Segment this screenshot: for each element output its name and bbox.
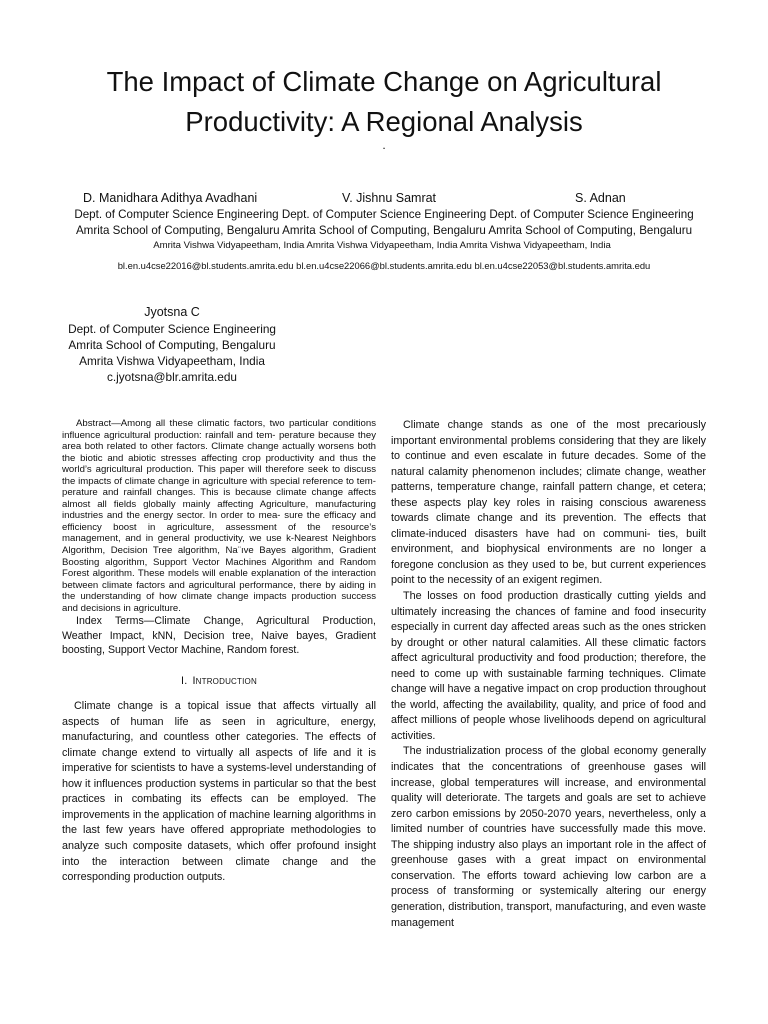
abstract: Abstract—Among all these climatic factors, two particular conditions influence agricultural production: rainfall and tem- perature because they area both related to other factors. Climate change actually worsens both the biotic and abiotic stresses affecting crop productivity and thus the world’s agricultural production. This paper will therefore seek to discuss the impacts of climate change in agriculture with special reference to tem- perature and rainfall changes. This is because climate change affects almost all fields globally mainly affecting Agriculture, manufacturing industries and the energy sector. In order to mea- sure the efficacy and efficiency boost in agriculture, assessment of the resource’s management, and in general productivity, we use k-Nearest Neighbors Algorithm, Decision Tree algorithm, Na¨ıve Bayes algorithm, Gradient Boosting algorithm, Support Vector Machines Algorithm and Random Forest algorithm. These models will enable explanation of the interaction between climate factors and agricultural performance, there by aiding in the understanding of how climate change impacts production success and decisions in agriculture. — [62, 418, 376, 614]
author4-school: Amrita School of Computing, Bengaluru — [68, 338, 276, 352]
left-column — [62, 418, 376, 886]
author-name-4: Jyotsna C — [144, 305, 200, 319]
author-emails-line: bl.en.u4cse22016@bl.students.amrita.edu bl.en.u4cse22066@bl.students.amrita.edu bl.en.u4cse22053@bl.students.amrita.edu — [117, 260, 651, 271]
author-name-1: D. Manidhara Adithya Avadhani — [83, 191, 258, 205]
author-names-row — [0, 191, 768, 209]
author-name-3: S. Adnan — [575, 191, 626, 205]
right-column — [391, 418, 706, 931]
right-paragraph-1: Climate change stands as one of the most precariously important environmental problems considering that they are likely to continue and even escalate in future decades. Some of the natural calamity phenomenon includes; climate change, weather patterns, temperature change, rainfall pattern change, et cetera; these aspects play key roles in raising conscious awareness towards climate change and its prevention. The effects that climate-induced disasters have had on communi- ties, built environment, and biophysical environments are no longer a foregone conclusion as they used to be, but current experiences point to the necessity of an exigent regimen. — [391, 419, 706, 587]
author4-email: c.jyotsna@blr.amrita.edu — [106, 370, 237, 384]
author4-dept: Dept. of Computer Science Engineering — [68, 322, 276, 336]
affiliation-university-line: Amrita Vishwa Vidyapeetham, India Amrita Vishwa Vidyapeetham, India Amrita Vishwa Vidyapeetham, India — [153, 240, 611, 251]
right-paragraph-3: The industrialization process of the global economy generally indicates that the concentrations of greenhouse gases will increase, global temperatures will increase, and environmental quality will deteriorate. The targets and goals are set to achieve zero carbon emissions by 2050-2070 years, nevertheless, only a limited number of countries have successfully made this move. The shipping industry also plays an important role in the affect of greenhouse gases with a great impact on environmental conservation. The efforts toward achieving low carbon are a process of transforming or systemically altering our energy generation, distribution, transport, manufacturing, and even waste management — [391, 745, 706, 929]
intro-paragraph-1: Climate change is a topical issue that affects virtually all aspects of human life as seen in agriculture, energy, manufacturing, and countless other categories. The effects of climate change extend to virtually all aspects of life and it is imperative for scientists to have a systems-level understanding of how it influences production systems in particular so that the best practices in combating its effects can be employed. The improvements in the application of machine learning algorithms in the last few years have offered appropriate methodologies to analyze such composite datasets, which offer profound insight into the interaction between climate change and the corresponding production outputs. — [62, 700, 376, 884]
title-line-1: The Impact of Climate Change on Agricultural — [106, 66, 662, 97]
right-paragraph-2: The losses on food production drastically cutting yields and ultimately increasing the chances of famine and food insecurity especially in current day affected areas such as the ones stricken by drought or other natural calamities. All these climatic factors affect agricultural productivity and food production; therefore, the need to come up with sustainable farming techniques. Climate change will have a negative impact on crop production throughout the world, affecting the availability, quality, and price of food and affect millions of people whose livelihoods depend on agricultural activities. — [391, 590, 706, 742]
affiliation-school-line: Amrita School of Computing, Bengaluru Amrita School of Computing, Bengaluru Amrita School of Computing, Bengaluru — [75, 224, 693, 237]
section-number: I. — [181, 675, 188, 688]
author-block-4 — [52, 304, 292, 385]
title-line-2: Productivity: A Regional Analysis — [185, 106, 583, 137]
affiliation-dept-line: Dept. of Computer Science Engineering Dept. of Computer Science Engineering Dept. of Computer Science Engineering — [74, 208, 694, 221]
index-terms: Index Terms—Climate Change, Agricultural Production, Weather Impact, kNN, Decision tree, Naive bayes, Gradient boosting, Support Vector Machine, Random forest. — [62, 615, 376, 657]
author-name-2: V. Jishnu Samrat — [342, 191, 437, 205]
section-title: Introduction — [192, 675, 257, 688]
paper-title — [40, 62, 728, 142]
section-heading-introduction — [62, 674, 376, 688]
title-dot: . — [382, 138, 386, 152]
author4-university: Amrita Vishwa Vidyapeetham, India — [79, 354, 265, 368]
